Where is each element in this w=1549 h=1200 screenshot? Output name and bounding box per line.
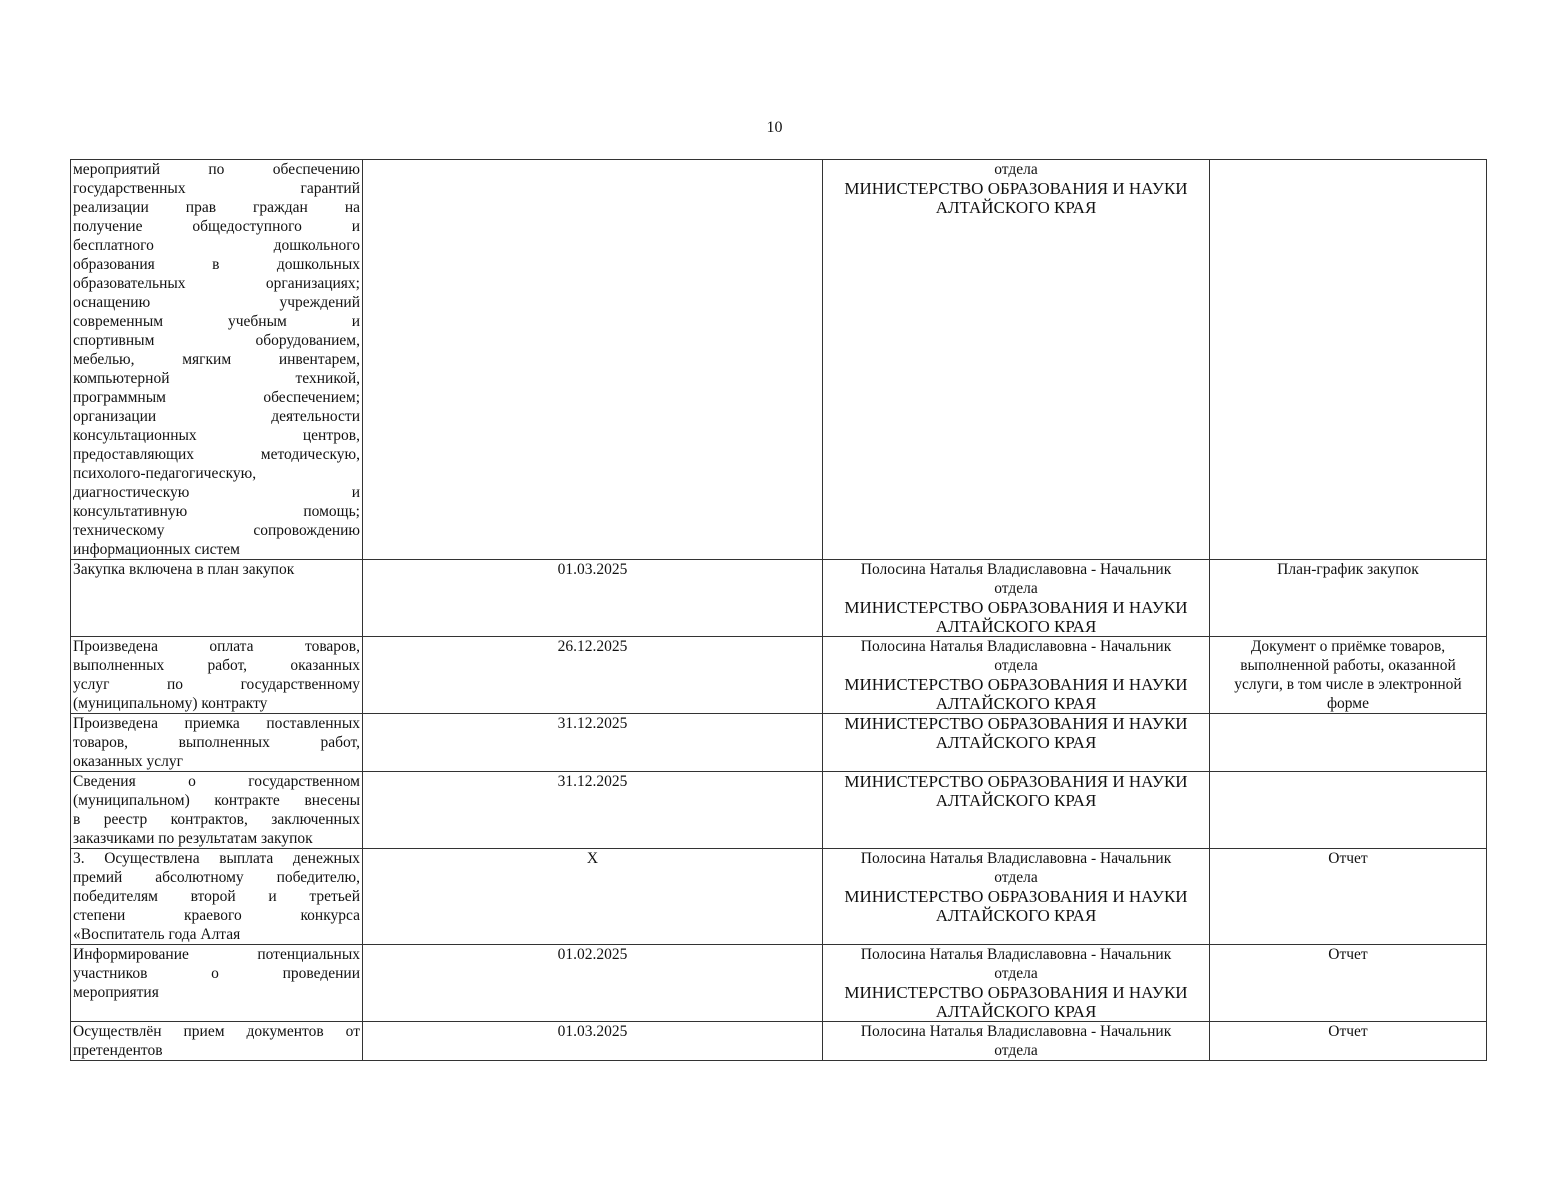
event-description-cell (71, 714, 363, 772)
event-description-line: получение общедоступного и (73, 218, 360, 235)
responsible-line: Полосина Наталья Владиславовна - Начальник (860, 638, 1172, 655)
responsible-line: отдела (994, 965, 1038, 982)
event-description-line: Произведена приемка поставленных (73, 715, 360, 732)
event-description-line: премий абсолютному победителю, (73, 869, 360, 886)
responsible-line: отдела (994, 580, 1038, 597)
event-description-line: «Воспитатель года Алтая (73, 926, 241, 943)
event-description-cell (71, 160, 363, 560)
event-description-cell (71, 560, 363, 637)
date-cell: 26.12.2025 (363, 637, 823, 714)
event-description-line: бесплатного дошкольного (73, 237, 360, 254)
table-row (71, 714, 1487, 772)
table-row (71, 560, 1487, 637)
event-description-line: Осуществлён прием документов от (73, 1023, 360, 1040)
event-description-line: товаров, выполненных работ, (73, 734, 360, 751)
document-line: выполненной работы, оказанной (1240, 657, 1456, 674)
document-line: Документ о приёмке товаров, (1250, 638, 1446, 655)
responsible-line: АЛТАЙСКОГО КРАЯ (935, 733, 1097, 752)
event-description-cell (71, 849, 363, 945)
plan-table (70, 159, 1487, 1061)
event-description-line: спортивным оборудованием, (73, 332, 360, 349)
responsible-line: МИНИСТЕРСТВО ОБРАЗОВАНИЯ И НАУКИ (844, 675, 1188, 694)
table-row (71, 160, 1487, 560)
responsible-line: отдела (994, 657, 1038, 674)
document-line: форме (1327, 695, 1369, 712)
responsible-line: АЛТАЙСКОГО КРАЯ (935, 694, 1097, 713)
event-description-line: государственных гарантий (73, 180, 360, 197)
responsible-cell (823, 945, 1210, 1022)
event-description-line: мероприятия (73, 984, 159, 1001)
document-line: План-график закупок (1277, 561, 1419, 578)
responsible-cell (823, 1022, 1210, 1061)
responsible-line: отдела (994, 161, 1038, 178)
responsible-line: АЛТАЙСКОГО КРАЯ (935, 1002, 1097, 1021)
responsible-cell (823, 772, 1210, 849)
event-description-line: программным обеспечением; (73, 389, 360, 406)
event-description-line: услуг по государственному (73, 676, 360, 693)
event-description-line: степени краевого конкурса (73, 907, 360, 924)
event-description-line: победителям второй и третьей (73, 888, 360, 905)
event-description-cell (71, 637, 363, 714)
document-cell (1210, 714, 1487, 772)
responsible-line: МИНИСТЕРСТВО ОБРАЗОВАНИЯ И НАУКИ (844, 983, 1188, 1002)
date-cell: 31.12.2025 (363, 772, 823, 849)
table-row (71, 637, 1487, 714)
responsible-line: МИНИСТЕРСТВО ОБРАЗОВАНИЯ И НАУКИ (844, 887, 1188, 906)
event-description-line: Информирование потенциальных (73, 946, 360, 963)
table-row (71, 849, 1487, 945)
responsible-line: МИНИСТЕРСТВО ОБРАЗОВАНИЯ И НАУКИ (844, 598, 1188, 617)
date-cell (363, 160, 823, 560)
responsible-line: АЛТАЙСКОГО КРАЯ (935, 198, 1097, 217)
date-cell: 01.03.2025 (363, 560, 823, 637)
event-description-line: (муниципальном) контракте внесены (73, 792, 360, 809)
document-cell (1210, 945, 1487, 1022)
event-description-line: организации деятельности (73, 408, 360, 425)
document-cell (1210, 849, 1487, 945)
document-line: Отчет (1328, 1023, 1368, 1040)
responsible-cell (823, 560, 1210, 637)
event-description-cell (71, 1022, 363, 1061)
responsible-line: отдела (994, 1042, 1038, 1059)
event-description-line: предоставляющих методическую, (73, 446, 360, 463)
event-description-line: Сведения о государственном (73, 773, 360, 790)
date-cell: 01.02.2025 (363, 945, 823, 1022)
event-description-cell (71, 945, 363, 1022)
responsible-line: МИНИСТЕРСТВО ОБРАЗОВАНИЯ И НАУКИ (844, 714, 1188, 733)
responsible-cell (823, 714, 1210, 772)
responsible-line: АЛТАЙСКОГО КРАЯ (935, 906, 1097, 925)
event-description-line: мебелью, мягким инвентарем, (73, 351, 360, 368)
table-row (71, 772, 1487, 849)
date-cell: X (363, 849, 823, 945)
responsible-line: Полосина Наталья Владиславовна - Начальник (860, 850, 1172, 867)
event-description-line: 3. Осуществлена выплата денежных (73, 850, 360, 867)
document-line: услуги, в том числе в электронной (1234, 676, 1462, 693)
event-description-line: мероприятий по обеспечению (73, 161, 360, 178)
responsible-line: МИНИСТЕРСТВО ОБРАЗОВАНИЯ И НАУКИ (844, 772, 1188, 791)
event-description-line: реализации прав граждан на (73, 199, 360, 216)
event-description-line: оснащению учреждений (73, 294, 360, 311)
responsible-line: АЛТАЙСКОГО КРАЯ (935, 791, 1097, 810)
event-description-line: образовательных организациях; (73, 275, 360, 292)
event-description-line: консультационных центров, (73, 427, 360, 444)
document-cell (1210, 1022, 1487, 1061)
document-cell (1210, 560, 1487, 637)
responsible-line: Полосина Наталья Владиславовна - Начальник (860, 1023, 1172, 1040)
document-cell (1210, 772, 1487, 849)
responsible-line: Полосина Наталья Владиславовна - Начальник (860, 946, 1172, 963)
event-description-cell (71, 772, 363, 849)
event-description-line: участников о проведении (73, 965, 360, 982)
page-number: 10 (766, 119, 783, 136)
event-description-line: в реестр контрактов, заключенных (73, 811, 360, 828)
event-description-line: современным учебным и (73, 313, 360, 330)
event-description-line: оказанных услуг (73, 753, 184, 770)
document-line: Отчет (1328, 850, 1368, 867)
event-description-line: психолого-педагогическую, (73, 465, 257, 482)
responsible-cell (823, 160, 1210, 560)
event-description-line: (муниципальному) контракту (73, 695, 268, 712)
table-row (71, 1022, 1487, 1061)
responsible-line: отдела (994, 869, 1038, 886)
responsible-line: АЛТАЙСКОГО КРАЯ (935, 617, 1097, 636)
event-description-line: претендентов (73, 1042, 163, 1059)
table-row (71, 945, 1487, 1022)
responsible-line: МИНИСТЕРСТВО ОБРАЗОВАНИЯ И НАУКИ (844, 179, 1188, 198)
event-description-line: Произведена оплата товаров, (73, 638, 360, 655)
date-cell: 31.12.2025 (363, 714, 823, 772)
document-cell (1210, 637, 1487, 714)
document-cell (1210, 160, 1487, 560)
table-body (71, 160, 1487, 1061)
event-description-line: заказчиками по результатам закупок (73, 830, 313, 847)
document-line: Отчет (1328, 946, 1368, 963)
date-cell: 01.03.2025 (363, 1022, 823, 1061)
event-description-line: информационных систем (73, 541, 240, 558)
event-description-line: компьютерной техникой, (73, 370, 360, 387)
event-description-line: Закупка включена в план закупок (73, 561, 295, 578)
responsible-cell (823, 637, 1210, 714)
responsible-line: Полосина Наталья Владиславовна - Начальник (860, 561, 1172, 578)
event-description-line: техническому сопровождению (73, 522, 360, 539)
event-description-line: консультативную помощь; (73, 503, 360, 520)
responsible-cell (823, 849, 1210, 945)
event-description-line: диагностическую и (73, 484, 360, 501)
event-description-line: выполненных работ, оказанных (73, 657, 360, 674)
event-description-line: образования в дошкольных (73, 256, 360, 273)
